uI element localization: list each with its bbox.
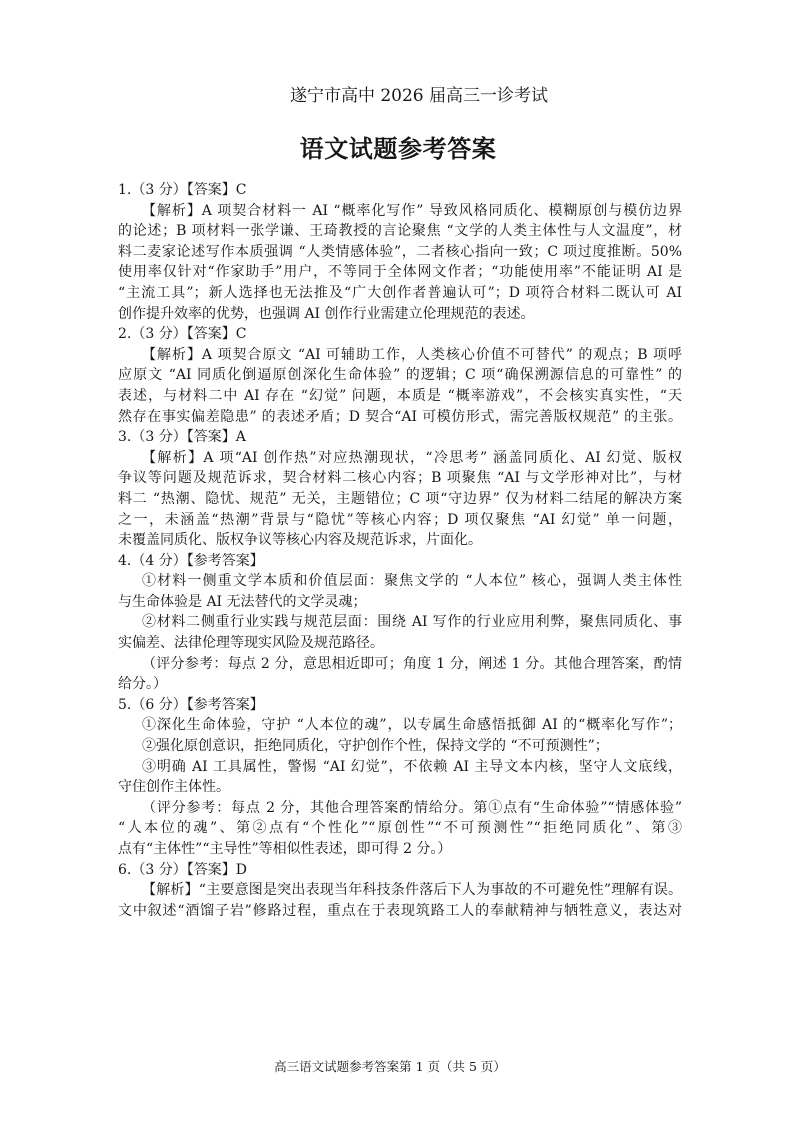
answer-item	[118, 427, 682, 551]
text-line: 的论述；B 项材料一张学谦、王琦教授的言论聚焦 “文学的人类主体性与人文温度”，材	[118, 223, 682, 240]
answer-paragraph	[118, 345, 682, 427]
text-line: （评分参考：每点 2 分，其他合理答案酌情给分。第①点有“生命体验”“情感体验”	[142, 799, 682, 816]
answer-heading: 3.（3 分）【答案】A	[118, 429, 246, 446]
text-line: “主流工具”；新人选择也无法推及“广大创作者普遍认可”；D 项符合材料二既认可 AI	[118, 284, 682, 301]
text-line: ①材料一侧重文学本质和价值层面：聚焦文学的 “人本位” 核心，强调人类主体性	[142, 573, 682, 590]
text-line: 【解析】A 项契合材料一 AI “概率化写作” 导致风格同质化、模糊原创与模仿边界	[142, 202, 682, 219]
text-line: 然存在事实偏差隐患” 的表述矛盾；D 契合“AI 可模仿形式，需完善版权规范” 的主张。	[118, 408, 682, 425]
answer-paragraph	[118, 798, 682, 860]
text-line: ③明确 AI 工具属性，警惕 “AI 幻觉”，不依赖 AI 主导文本内核，坚守人文底线，	[142, 758, 682, 775]
answer-paragraph	[118, 571, 682, 612]
text-line: ②材料二侧重行业实践与规范层面：围绕 AI 写作的行业应用利弊，聚焦同质化、事	[142, 614, 682, 631]
text-line: 创作提升效率的优势，也强调 AI 创作行业需建立伦理规范的表述。	[118, 305, 535, 322]
text-line: 表述，与材料二中 AI 存在 “幻觉” 问题，本质是 “概率游戏”，不会核实真实性，“天	[118, 387, 682, 404]
answer-paragraph	[118, 654, 682, 695]
answer-list	[118, 180, 682, 921]
answer-item	[118, 695, 682, 860]
page-footer: 高三语文试题参考答案第 1 页（共 5 页）	[274, 1059, 506, 1074]
text-line: （评分参考：每点 2 分，意思相近即可；角度 1 分，阐述 1 分。其他合理答案，酌情	[142, 655, 682, 672]
text-line: 【解析】A 项契合原文 “AI 可辅助工作，人类核心价值不可替代” 的观点；B 项呼	[142, 346, 682, 363]
answer-paragraph	[118, 448, 682, 551]
text-line: 料二麦家论述写作本质强调 “人类情感体验”，二者核心指向一致；C 项过度推断。50%	[118, 243, 682, 260]
text-line: ①深化生命体验，守护 “人本位的魂”，以专属生命感悟抵御 AI 的“概率化写作”；	[142, 717, 682, 734]
text-line: 使用率仅针对“作家助手”用户，不等同于全体网文作者；“功能使用率”不能证明 AI 是	[118, 264, 682, 281]
text-line: 【解析】A 项“AI 创作热”对应热潮现状，“冷思考” 涵盖同质化、AI 幻觉、版权	[142, 449, 682, 466]
answer-item	[118, 180, 682, 324]
answer-item	[118, 551, 682, 695]
answer-heading: 4.（4 分）【参考答案】	[118, 552, 264, 569]
document-title: 语文试题参考答案	[299, 134, 497, 163]
text-line: 【解析】“主要意图是突出表现当年科技条件落后下人为事故的不可避免性”理解有误。	[142, 882, 682, 899]
answer-paragraph	[118, 757, 682, 798]
text-line: 之一，未涵盖“热潮”背景与“隐忧”等核心内容；D 项仅聚焦 “AI 幻觉” 单一问题，	[118, 511, 682, 528]
text-line: “人本位的魂”、第②点有“个性化”“原创性”“不可预测性”“拒绝同质化”、第③	[118, 820, 682, 837]
answer-heading: 2.（3 分）【答案】C	[118, 326, 247, 343]
answer-paragraph	[118, 880, 682, 921]
text-line: 争议等问题及规范诉求，契合材料二核心内容；B 项聚焦 “AI 与文学形神对比”，与材	[118, 470, 682, 487]
answer-item	[118, 324, 682, 427]
answer-heading: 1.（3 分）【答案】C	[118, 182, 247, 198]
text-line: 料二 “热潮、隐忧、规范” 无关，主题错位；C 项“守边界” 仅为材料二结尾的解决方案	[118, 490, 682, 507]
text-line: 点有“主体性”“主导性”等相似性表述，即可得 2 分。）	[118, 841, 452, 857]
text-line: 守住创作主体性。	[118, 779, 230, 796]
text-line: 实偏差、法律伦理等现实风险及规范路径。	[118, 635, 384, 652]
answer-paragraph	[118, 201, 682, 325]
text-line: 应原文 “AI 同质化倒逼原创深化生命体验” 的逻辑；C 项“确保溯源信息的可靠性” 的	[118, 367, 682, 384]
text-line: 与生命体验是 AI 无法替代的文学灵魂；	[118, 593, 367, 610]
answer-paragraph	[118, 612, 682, 653]
text-line: 未覆盖同质化、版权争议等核心内容及规范诉求，片面化。	[118, 532, 482, 549]
answer-heading: 6.（3 分）【答案】D	[118, 861, 247, 878]
answer-paragraph	[118, 736, 682, 757]
answer-item	[118, 860, 682, 922]
answer-heading: 5.（6 分）【参考答案】	[118, 696, 264, 713]
text-line: 给分。）	[118, 676, 167, 693]
text-line: ②强化原创意识，拒绝同质化，守护创作个性，保持文学的 “不可预测性”；	[142, 738, 609, 755]
answer-paragraph	[118, 715, 682, 736]
exam-title: 遂宁市高中 2026 届高三一诊考试	[289, 86, 549, 106]
text-line: 文中叙述“酒馏子岩”修路过程，重点在于表现筑路工人的奉献精神与牺牲意义，表达对	[118, 902, 682, 919]
